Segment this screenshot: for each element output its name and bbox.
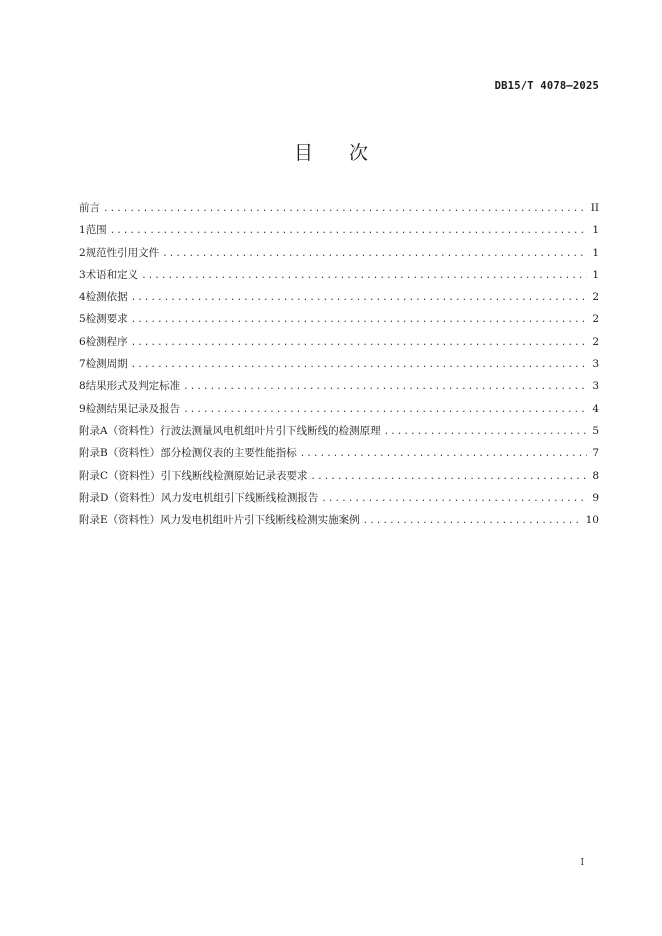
toc-entry-label: 风力发电机组叶片引下线断线检测实施案例: [160, 514, 360, 527]
toc-appendix-b[interactable]: [79, 445, 599, 467]
toc-entry-number: 4: [79, 291, 86, 304]
leader-dots: [131, 315, 587, 325]
toc-entry-number: 8: [79, 380, 86, 393]
toc-entry-8[interactable]: [79, 378, 599, 400]
page-number: I: [580, 858, 584, 868]
toc-appendix-e[interactable]: [79, 512, 599, 534]
leader-dots: [103, 204, 587, 214]
leader-dots: [363, 516, 582, 526]
toc-entry-page: 5: [592, 424, 599, 437]
toc-entry-label: 检测程序: [85, 335, 128, 348]
toc-entry-4[interactable]: [79, 289, 599, 311]
toc-entry-label: 检测要求: [85, 313, 128, 326]
toc-entry-label: 前言: [79, 202, 100, 214]
toc-entry-9[interactable]: [79, 401, 599, 423]
table-of-contents: [79, 200, 599, 534]
toc-entry-page: 2: [592, 313, 599, 326]
toc-entry-3[interactable]: [79, 267, 599, 289]
toc-entry-label: 行波法测量风电机组叶片引下线断线的检测原理: [160, 424, 381, 437]
document-code: DB15/T 4078—2025: [494, 80, 599, 92]
toc-entry-page: 10: [585, 514, 599, 527]
leader-dots: [311, 472, 587, 482]
toc-entry-1[interactable]: [79, 222, 599, 244]
toc-entry-5[interactable]: [79, 311, 599, 333]
toc-entry-label: 引下线断线检测原始记录表要求: [160, 469, 308, 482]
toc-entry-number: 7: [79, 358, 86, 371]
leader-dots: [131, 338, 587, 348]
toc-entry-7[interactable]: [79, 356, 599, 378]
toc-entry-label: 部分检测仪表的主要性能指标: [160, 447, 297, 460]
toc-entry-label: 检测结果记录及报告: [85, 402, 181, 415]
toc-entry-page: 4: [592, 402, 599, 415]
toc-entry-number: 5: [79, 313, 86, 326]
appendix-prefix: 附录B（资料性）: [79, 447, 161, 460]
toc-entry-label: 术语和定义: [85, 268, 139, 281]
toc-entry-6[interactable]: [79, 334, 599, 356]
toc-entry-label: 检测周期: [85, 358, 128, 371]
toc-entry-page: 1: [592, 224, 599, 237]
toc-appendix-a[interactable]: [79, 423, 599, 445]
leader-dots: [183, 405, 587, 415]
toc-entry-page: 1: [592, 246, 599, 259]
toc-entry-label: 规范性引用文件: [85, 246, 160, 259]
toc-entry-page: 8: [592, 469, 599, 482]
appendix-prefix: 附录E（资料性）: [79, 514, 161, 527]
toc-entry-page: 7: [592, 447, 599, 460]
toc-appendix-c[interactable]: [79, 468, 599, 490]
appendix-prefix: 附录D（资料性）: [79, 491, 161, 504]
toc-entry-number: 2: [79, 246, 86, 259]
toc-entry-number: 3: [79, 268, 86, 281]
appendix-prefix: 附录A（资料性）: [79, 424, 161, 437]
leader-dots: [141, 271, 587, 281]
leader-dots: [300, 449, 587, 459]
toc-entry-label: 结果形式及判定标准: [85, 380, 181, 393]
toc-entry-2[interactable]: [79, 245, 599, 267]
leader-dots: [162, 249, 587, 259]
toc-entry-preface[interactable]: [79, 200, 599, 222]
appendix-prefix: 附录C（资料性）: [79, 469, 161, 482]
leader-dots: [321, 494, 587, 504]
toc-title-char-1: 目: [293, 142, 313, 164]
toc-entry-page: 2: [592, 335, 599, 348]
toc-entry-page: 3: [592, 358, 599, 371]
toc-entry-number: 1: [79, 224, 86, 237]
leader-dots: [131, 293, 587, 303]
toc-entry-page: 3: [592, 380, 599, 393]
leader-dots: [384, 427, 587, 437]
toc-entry-label: 检测依据: [85, 291, 128, 304]
toc-entry-number: 9: [79, 402, 86, 415]
toc-entry-page: 9: [592, 491, 599, 504]
toc-entry-page: 1: [592, 268, 599, 281]
toc-title-char-2: 次: [349, 142, 369, 164]
leader-dots: [131, 360, 587, 370]
leader-dots: [110, 226, 587, 236]
toc-title: [0, 138, 662, 165]
toc-entry-page: 2: [592, 291, 599, 304]
toc-appendix-d[interactable]: [79, 490, 599, 512]
toc-entry-page: II: [590, 202, 599, 214]
toc-entry-label: 风力发电机组引下线断线检测报告: [160, 491, 319, 504]
toc-entry-number: 6: [79, 335, 86, 348]
leader-dots: [183, 382, 587, 392]
toc-entry-label: 范围: [85, 224, 107, 237]
